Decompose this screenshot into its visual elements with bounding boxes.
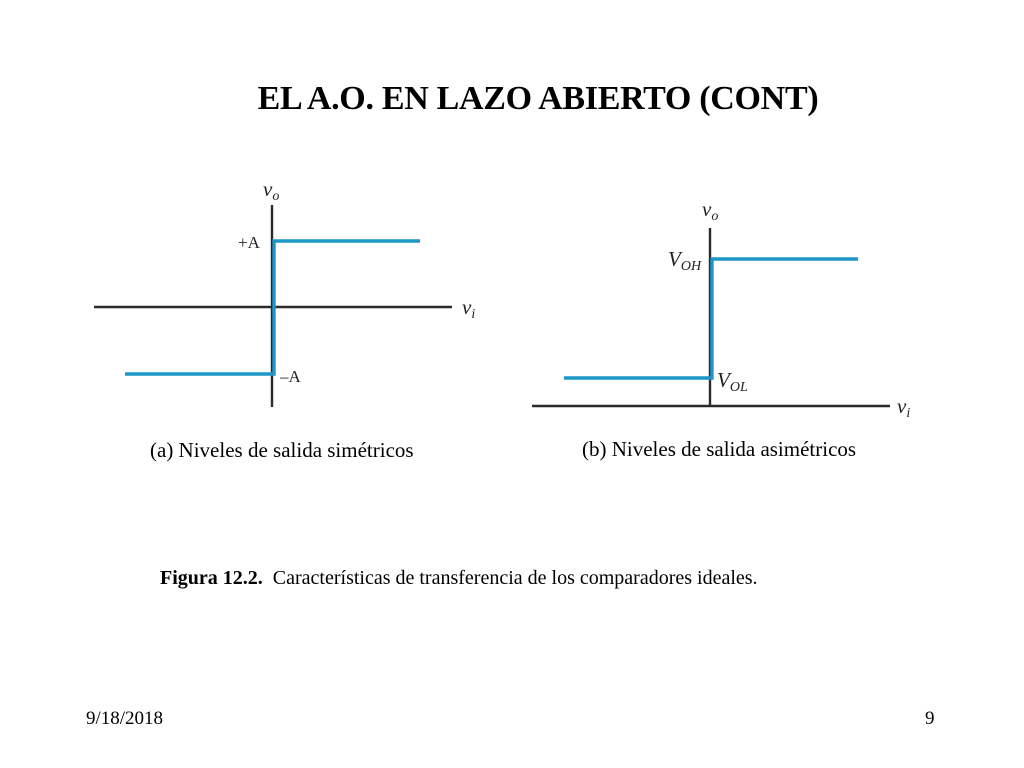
figure-label: Figura 12.2. (160, 567, 263, 589)
y-axis-label-a: vo (263, 177, 280, 204)
figure-text: Características de transferencia de los comparadores ideales. (272, 567, 758, 589)
low-level-label-b: VOL (717, 368, 748, 395)
page-number: 9 (925, 708, 935, 729)
transfer-curve-b (564, 259, 858, 378)
figure-caption (160, 567, 758, 590)
y-axis-label-b: vo (702, 197, 719, 224)
high-level-label-a: +A (238, 233, 260, 252)
x-axis-label-a: vi (462, 295, 476, 322)
caption-b: (b) Niveles de salida asimétricos (582, 437, 857, 461)
high-level-label-b: VOH (668, 247, 702, 274)
caption-a: (a) Niveles de salida simétricos (150, 438, 414, 462)
low-level-label-a: –A (280, 367, 301, 386)
slide-title: EL A.O. EN LAZO ABIERTO (CONT) (257, 80, 819, 117)
footer-date: 9/18/2018 (86, 708, 164, 729)
x-axis-label-b: vi (897, 394, 911, 421)
